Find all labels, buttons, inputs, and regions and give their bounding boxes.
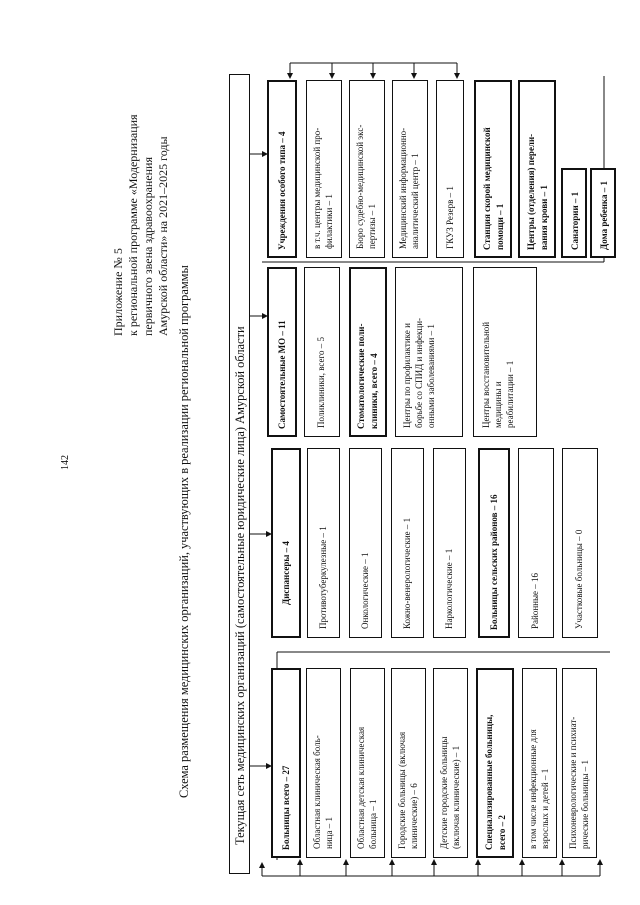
appendix-line-3: первичного звена здравоохранения — [141, 156, 155, 336]
page-number: 142 — [60, 455, 71, 470]
dispensaries-header-box — [271, 448, 301, 638]
independent-item-1: Поликлиники, всего – 5 — [304, 267, 340, 437]
special-item-1: в т.ч. центры медицинской про- филактики – 1 — [306, 80, 342, 258]
hospitals-header: Больницы всего – 27 — [281, 765, 291, 850]
blood-centers-box: Центры (отделения) перели- вания крови – 1 — [518, 80, 556, 258]
independent-header: Самостоятельные МО – 11 — [277, 320, 287, 429]
dispensary-item-2: Онкологические – 1 — [349, 448, 382, 638]
network-title: Текущая сеть медицинских организаций (самостоятельные юридические лица) Амурской области — [233, 326, 247, 845]
independent-item-2: Стоматологические поли- клиники, всего – 4 — [349, 267, 387, 437]
network-bar — [229, 74, 250, 874]
rural-item-1: Районные – 16 — [518, 448, 554, 638]
special-item-4: ГКУЗ Резерв – 1 — [436, 80, 464, 258]
independent-item-4: Центры восстановительной медицины и реабилитации – 1 — [473, 267, 537, 437]
hospital-item-3: Городские больницы (включая клинические) – 6 — [391, 668, 426, 858]
rural-item-2: Участковые больницы – 0 — [562, 448, 598, 638]
specialized-item-1: в том числе инфекционные для взрослых и детей – 1 — [522, 668, 557, 858]
dispensaries-header: Диспансеры – 4 — [281, 541, 291, 605]
dispensary-item-4: Наркологические – 1 — [433, 448, 466, 638]
special-type-header-box — [267, 80, 297, 258]
rural-hospitals-box: Больницы сельских районов – 16 — [478, 448, 510, 638]
hospital-item-4: Детские городские больницы (включая клинические) – 1 — [433, 668, 468, 858]
sanatoriums-box: Санатории – 1 — [561, 168, 587, 258]
special-type-header: Учреждения особого типа – 4 — [277, 131, 287, 250]
specialized-hospitals-box: Специализированные больницы, всего – 2 — [476, 668, 514, 858]
scheme-title: Схема размещения медицинских организаций, участвующих в реализации региональной программы — [177, 265, 191, 798]
special-item-3: Медицинский информационно- аналитический центр – 1 — [392, 80, 428, 258]
hospital-item-2: Областная детская клиническая больница – 1 — [350, 668, 385, 858]
dispensary-item-3: Кожно-венерологические – 1 — [391, 448, 424, 638]
independent-header-box — [267, 267, 297, 437]
hospitals-header-box — [271, 668, 301, 858]
independent-item-3: Центры по профилактике и борьбе со СПИД и инфекци- онными заболеваниями – 1 — [395, 267, 463, 437]
ambulance-station-box: Станция скорой медицинской помощи – 1 — [474, 80, 512, 258]
hospital-item-1: Областная клиническая боль- ница – 1 — [306, 668, 341, 858]
orphanages-box: Дома ребенка – 1 — [590, 168, 616, 258]
appendix-line-2: к региональной программе «Модернизация — [126, 114, 140, 336]
specialized-item-2: Психоневрологические и психиат- рические больницы – 1 — [562, 668, 597, 858]
appendix-line-1: Приложение № 5 — [111, 248, 125, 336]
special-item-2: Бюро судебно-медицинской экс- пертизы – 1 — [349, 80, 385, 258]
appendix-line-4: Амурской области» на 2021–2025 годы — [156, 136, 170, 336]
dispensary-item-1: Противотуберкулезные – 1 — [307, 448, 340, 638]
